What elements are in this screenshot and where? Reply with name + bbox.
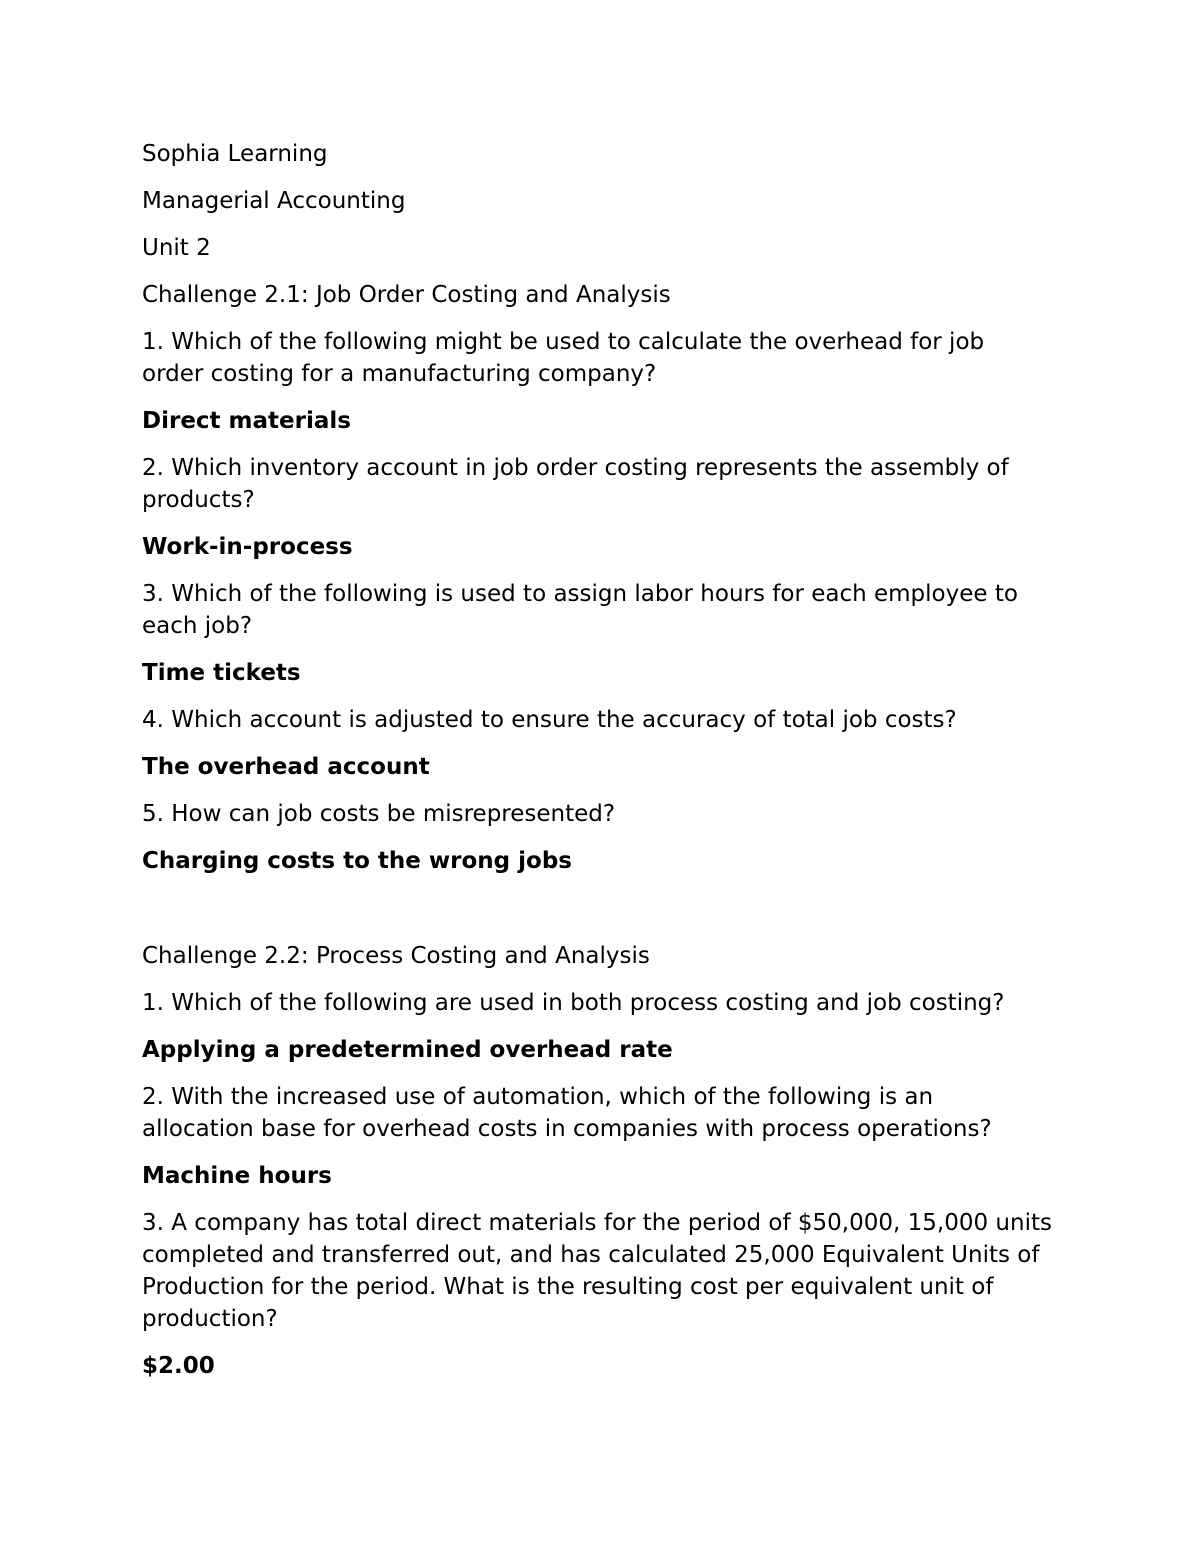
question: 3. Which of the following is used to assign labor hours for each employee to each job? bbox=[142, 581, 1018, 639]
section-title: Challenge 2.2: Process Costing and Analysis bbox=[142, 943, 650, 969]
question: 1. Which of the following are used in both process costing and job costing? bbox=[142, 990, 1005, 1016]
answer: Machine hours bbox=[142, 1163, 332, 1189]
answer: Applying a predetermined overhead rate bbox=[142, 1037, 673, 1063]
section-title: Challenge 2.1: Job Order Costing and Analysis bbox=[142, 282, 671, 308]
answer: Charging costs to the wrong jobs bbox=[142, 848, 572, 874]
question: 2. With the increased use of automation, which of the following is an allocation base for overhead costs in companies with process operations? bbox=[142, 1084, 992, 1142]
answer: $2.00 bbox=[142, 1353, 215, 1379]
question: 2. Which inventory account in job order costing represents the assembly of products? bbox=[142, 455, 1009, 513]
document-page bbox=[142, 138, 1052, 1397]
question: 1. Which of the following might be used to calculate the overhead for job order costing for a manufacturing company? bbox=[142, 329, 985, 387]
blank-line bbox=[142, 892, 1052, 940]
answer: The overhead account bbox=[142, 754, 430, 780]
unit-label: Unit 2 bbox=[142, 235, 211, 261]
org-name: Sophia Learning bbox=[142, 141, 328, 167]
answer: Work-in-process bbox=[142, 534, 353, 560]
question: 5. How can job costs be misrepresented? bbox=[142, 801, 616, 827]
answer: Direct materials bbox=[142, 408, 351, 434]
question: 3. A company has total direct materials for the period of $50,000, 15,000 units completed and transferred out, and has calculated 25,000 Equivalent Units of Production for the period. What is the resulting cost per equivalent unit of production? bbox=[142, 1210, 1052, 1332]
course-name: Managerial Accounting bbox=[142, 188, 406, 214]
question: 4. Which account is adjusted to ensure the accuracy of total job costs? bbox=[142, 707, 957, 733]
answer: Time tickets bbox=[142, 660, 301, 686]
